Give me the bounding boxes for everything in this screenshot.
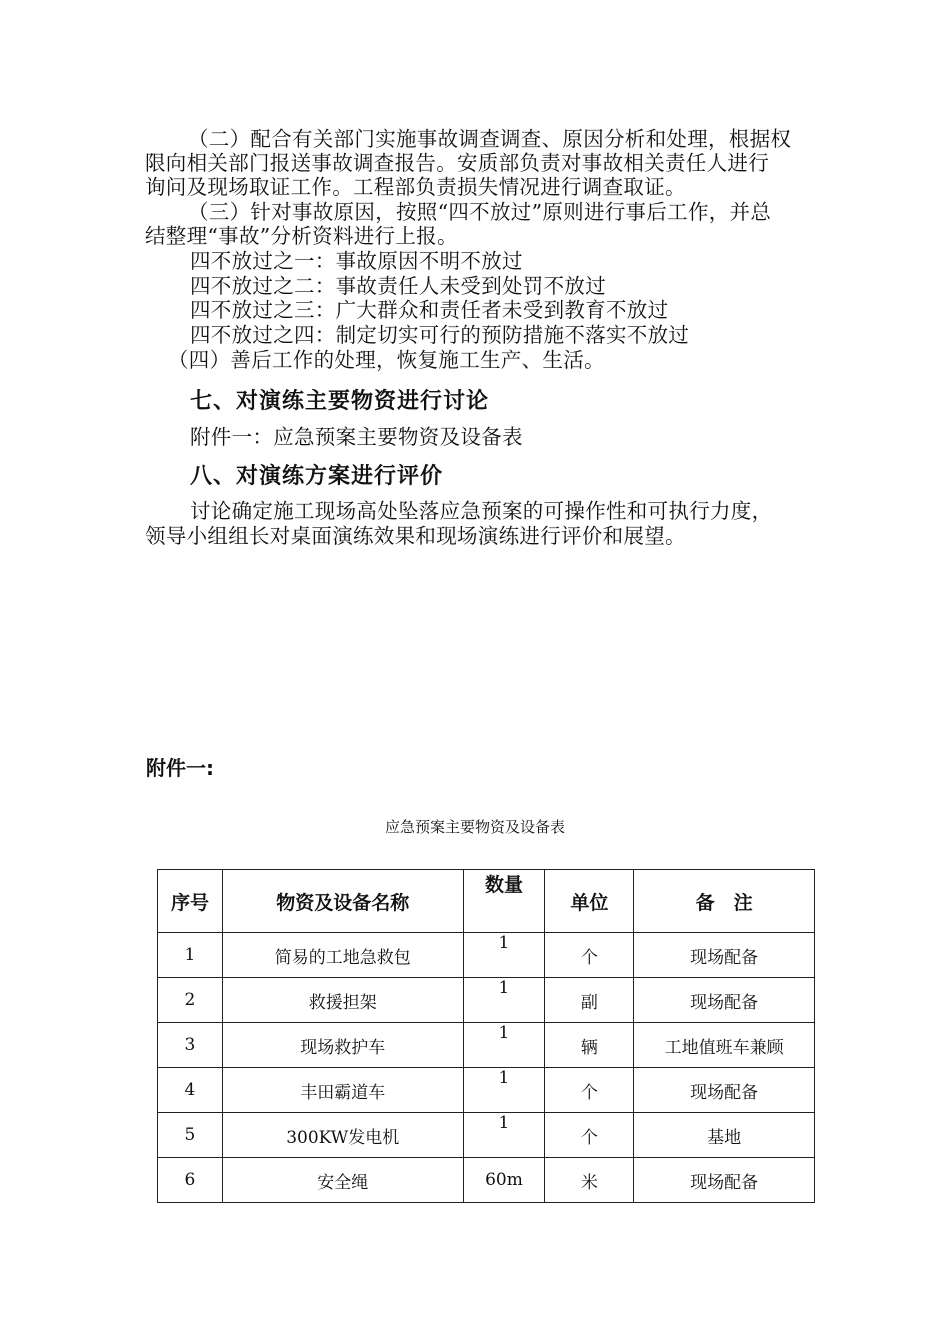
header-seq: 序号 <box>158 870 223 933</box>
cell-qty: 1 <box>463 1113 545 1158</box>
cell-qty: 60m <box>463 1158 545 1203</box>
section-8-heading: 八、对演练方案进行评价 <box>190 464 444 489</box>
cell-qty: 1 <box>463 978 545 1023</box>
cell-unit: 个 <box>545 1068 634 1113</box>
table-caption: 应急预案主要物资及设备表 <box>384 818 565 836</box>
cell-qty: 1 <box>463 1068 545 1113</box>
cell-note: 现场配备 <box>634 1068 815 1113</box>
cell-note: 基地 <box>634 1113 815 1158</box>
cell-name: 300KW发电机 <box>222 1113 463 1158</box>
table-row <box>158 978 815 1023</box>
section-7-heading: 七、对演练主要物资进行讨论 <box>190 389 490 414</box>
principle-item: 四不放过之四：制定切实可行的预防措施不落实不放过 <box>190 323 690 347</box>
equipment-table <box>157 869 815 1203</box>
cell-unit: 米 <box>545 1158 634 1203</box>
principle-item: 四不放过之三：广大群众和责任者未受到教育不放过 <box>190 298 669 322</box>
cell-name: 救援担架 <box>222 978 463 1023</box>
table-row <box>158 1158 815 1203</box>
cell-note: 现场配备 <box>634 933 815 978</box>
cell-seq: 5 <box>158 1113 223 1158</box>
header-note: 备 注 <box>634 870 815 933</box>
cell-unit: 个 <box>545 1113 634 1158</box>
cell-unit: 辆 <box>545 1023 634 1068</box>
section-8-text: 领导小组组长对桌面演练效果和现场演练进行评价和展望。 <box>145 524 686 548</box>
text-line: 结整理“事故”分析资料进行上报。 <box>145 224 458 248</box>
cell-seq: 2 <box>158 978 223 1023</box>
principle-item: 四不放过之一：事故原因不明不放过 <box>190 249 523 273</box>
cell-qty: 1 <box>463 933 545 978</box>
cell-seq: 4 <box>158 1068 223 1113</box>
table-header-row <box>158 870 815 933</box>
attachment-label: 附件一: <box>146 756 214 780</box>
header-name: 物资及设备名称 <box>222 870 463 933</box>
table-row <box>158 1113 815 1158</box>
section-7-text: 附件一：应急预案主要物资及设备表 <box>190 425 523 449</box>
cell-note: 现场配备 <box>634 1158 815 1203</box>
text-line: 询问及现场取证工作。工程部负责损失情况进行调查取证。 <box>145 175 686 199</box>
cell-unit: 个 <box>545 933 634 978</box>
cell-name: 简易的工地急救包 <box>222 933 463 978</box>
header-qty: 数量 <box>463 870 545 933</box>
cell-note: 工地值班车兼顾 <box>634 1023 815 1068</box>
principle-item: 四不放过之二：事故责任人未受到处罚不放过 <box>190 274 606 298</box>
paragraph-4: （四）善后工作的处理，恢复施工生产、生活。 <box>168 348 605 372</box>
cell-seq: 1 <box>158 933 223 978</box>
text-line: （二）配合有关部门实施事故调查调查、原因分析和处理，根据权 <box>188 127 792 151</box>
text-line: （三）针对事故原因，按照“四不放过”原则进行事后工作，并总 <box>188 200 772 224</box>
cell-name: 安全绳 <box>222 1158 463 1203</box>
table-row <box>158 1023 815 1068</box>
cell-unit: 副 <box>545 978 634 1023</box>
cell-qty: 1 <box>463 1023 545 1068</box>
cell-seq: 3 <box>158 1023 223 1068</box>
cell-name: 现场救护车 <box>222 1023 463 1068</box>
cell-name: 丰田霸道车 <box>222 1068 463 1113</box>
text-line: 限向相关部门报送事故调查报告。安质部负责对事故相关责任人进行 <box>145 151 769 175</box>
cell-seq: 6 <box>158 1158 223 1203</box>
table-row <box>158 1068 815 1113</box>
section-8-text: 讨论确定施工现场高处坠落应急预案的可操作性和可执行力度， <box>190 499 773 523</box>
cell-note: 现场配备 <box>634 978 815 1023</box>
table-row <box>158 933 815 978</box>
header-unit: 单位 <box>545 870 634 933</box>
